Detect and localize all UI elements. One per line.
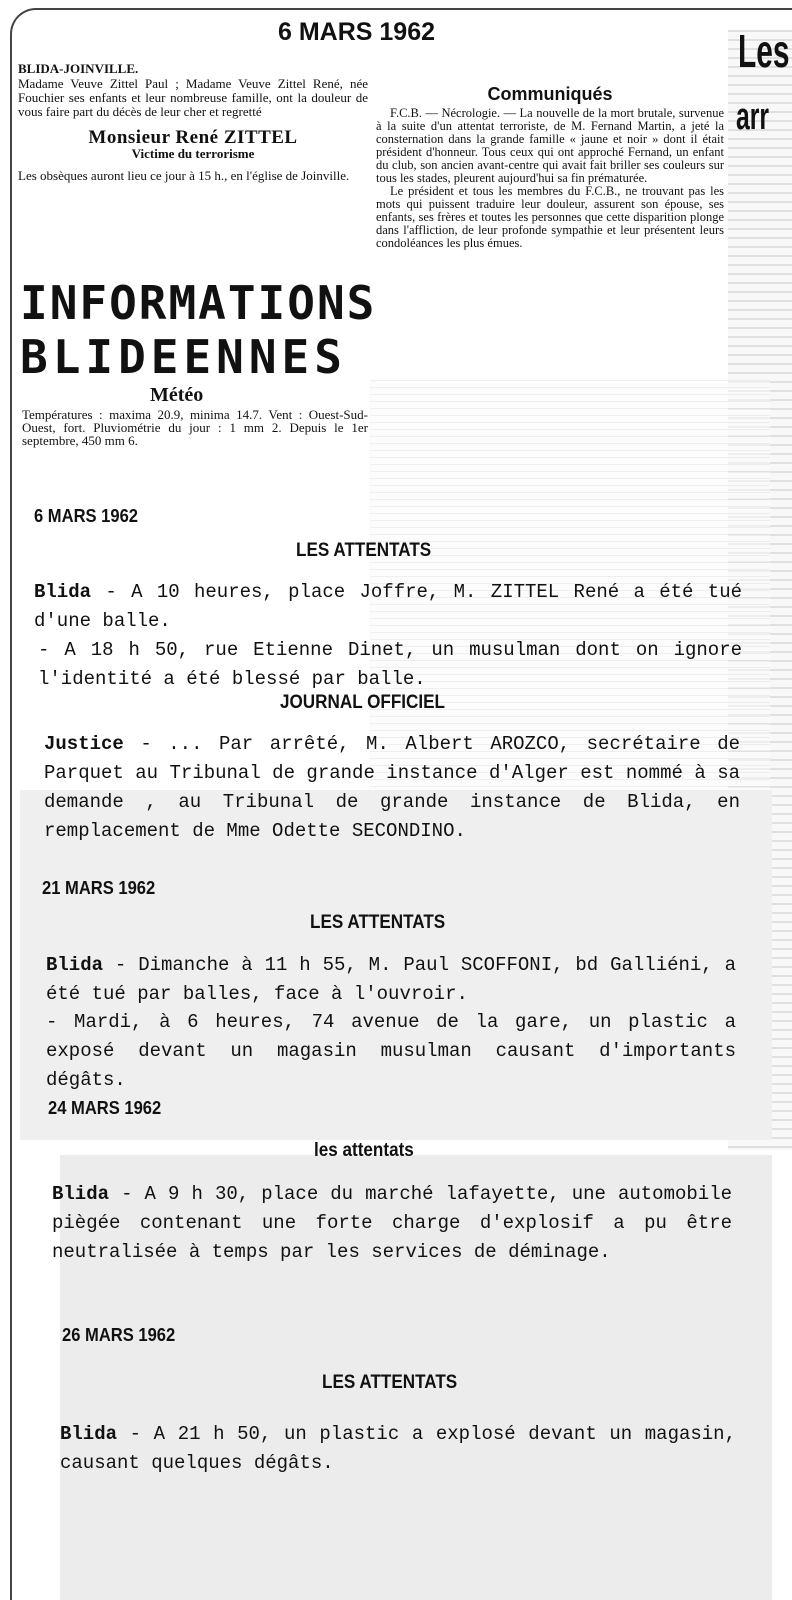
entry-lead: Blida	[34, 581, 92, 603]
obituary-name: Monsieur René ZITTEL	[88, 127, 298, 148]
entry-paragraph: - Mardi, à 6 heures, 74 avenue de la gare, un plastic a exposé devant un magasin musulman causant d'importants dégâts.	[46, 1011, 736, 1091]
communiques-title: Communiqués	[487, 84, 613, 104]
entry-text: - A 9 h 30, place du marché lafayette, une automobile piègée contenant une forte charge d'explosif a pu être neutralisée à temps par les services de déminage.	[52, 1183, 732, 1263]
obituary-place: BLIDA-JOINVILLE.	[18, 61, 139, 76]
meteo-text: Températures : maxima 20.9, minima 14.7. Vent : Ouest-Sud-Ouest, fort. Pluviométrie du jour : 1 mm 2. Depuis le 1er septembre, 450 mm 6.	[22, 407, 368, 448]
entry-text: - A 21 h 50, un plastic a explosé devant un magasin, causant quelques dégâts.	[60, 1423, 736, 1474]
obituary-text: Madame Veuve Zittel Paul ; Madame Veuve Zittel René, née Fouchier ses enfants et leur nombreuse famille, ont la douleur de vous faire part du décès de leur cher et regretté	[18, 76, 368, 119]
entry-date: 24 MARS 1962	[48, 1098, 162, 1118]
entry-paragraph	[34, 578, 742, 636]
entry-paragraph	[46, 951, 736, 1009]
obituary-subtitle: Victime du terrorisme	[131, 146, 255, 161]
entry-lead: Blida	[60, 1423, 118, 1445]
obituary	[18, 62, 368, 183]
entry-lead: Blida	[46, 954, 104, 976]
section-title: JOURNAL OFFICIEL	[280, 692, 445, 713]
entry-paragraph	[52, 1180, 732, 1267]
entry-date: 6 MARS 1962	[34, 506, 139, 526]
entry-paragraph	[44, 730, 740, 846]
entry-date: 21 MARS 1962	[42, 878, 156, 898]
entry-paragraph	[60, 1420, 736, 1478]
obituary-funeral: Les obsèques auront lieu ce jour à 15 h., en l'église de Joinville.	[18, 168, 350, 183]
entry-text: - ... Par arrêté, M. Albert AROZCO, secrétaire de Parquet au Tribunal de grande instance d'Alger est nommé à sa demande , au Tribunal de grande instance de Blida, en remplacement de Mme Odette SECONDINO.	[44, 733, 740, 842]
entry-text: - A 10 heures, place Joffre, M. ZITTEL René a été tué d'une balle.	[34, 581, 742, 632]
communiques	[376, 84, 724, 250]
communiques-paragraph-1: F.C.B. — Nécrologie. — La nouvelle de la mort brutale, survenue à la suite d'un attentat terroriste, de M. Fernand Martin, a jeté la consternation dans la grande famille « jaune et noir » dont il était président d'honneur. Tous ceux qui ont approché Fernand, un enfant du club, son ancien avant-centre qui avait fait briller ses couleurs sur tous les stades, pleurent aujourd'hui sa fin prématurée.	[376, 106, 724, 185]
page-date: 6 MARS 1962	[278, 18, 436, 46]
headline-line-1: INFORMATIONS	[20, 276, 377, 330]
entry-paragraph: - A 18 h 50, rue Etienne Dinet, un musulman dont on ignore l'identité a été blessé par balle.	[38, 639, 742, 690]
entry-lead: Blida	[52, 1183, 110, 1205]
communiques-paragraph-2: Le président et tous les membres du F.C.B., ne trouvant pas les mots qui puissent traduire leur douleur, assurent son épouse, ses enfants, ses frères et toutes les personnes que cette disparition plonge dans l'affliction, de leur profonde sympathie et leur présentent leurs condoléances les plus émues.	[376, 184, 724, 250]
meteo-title: Météo	[150, 384, 204, 406]
background-headline-2: arr	[736, 96, 769, 138]
entry-text: - Dimanche à 11 h 55, M. Paul SCOFFONI, bd Galliéni, a été tué par balles, face à l'ouvroir.	[46, 954, 736, 1005]
headline-line-2: BLIDEENNES	[20, 330, 347, 384]
entry-date: 26 MARS 1962	[62, 1325, 176, 1345]
section-title: LES ATTENTATS	[310, 912, 446, 933]
informations-headline	[20, 276, 377, 384]
section-title: LES ATTENTATS	[322, 1372, 458, 1393]
background-headline-1: Les	[738, 25, 790, 77]
section-title: LES ATTENTATS	[296, 540, 432, 561]
section-title: les attentats	[314, 1140, 414, 1161]
entry-lead: Justice	[44, 733, 124, 755]
